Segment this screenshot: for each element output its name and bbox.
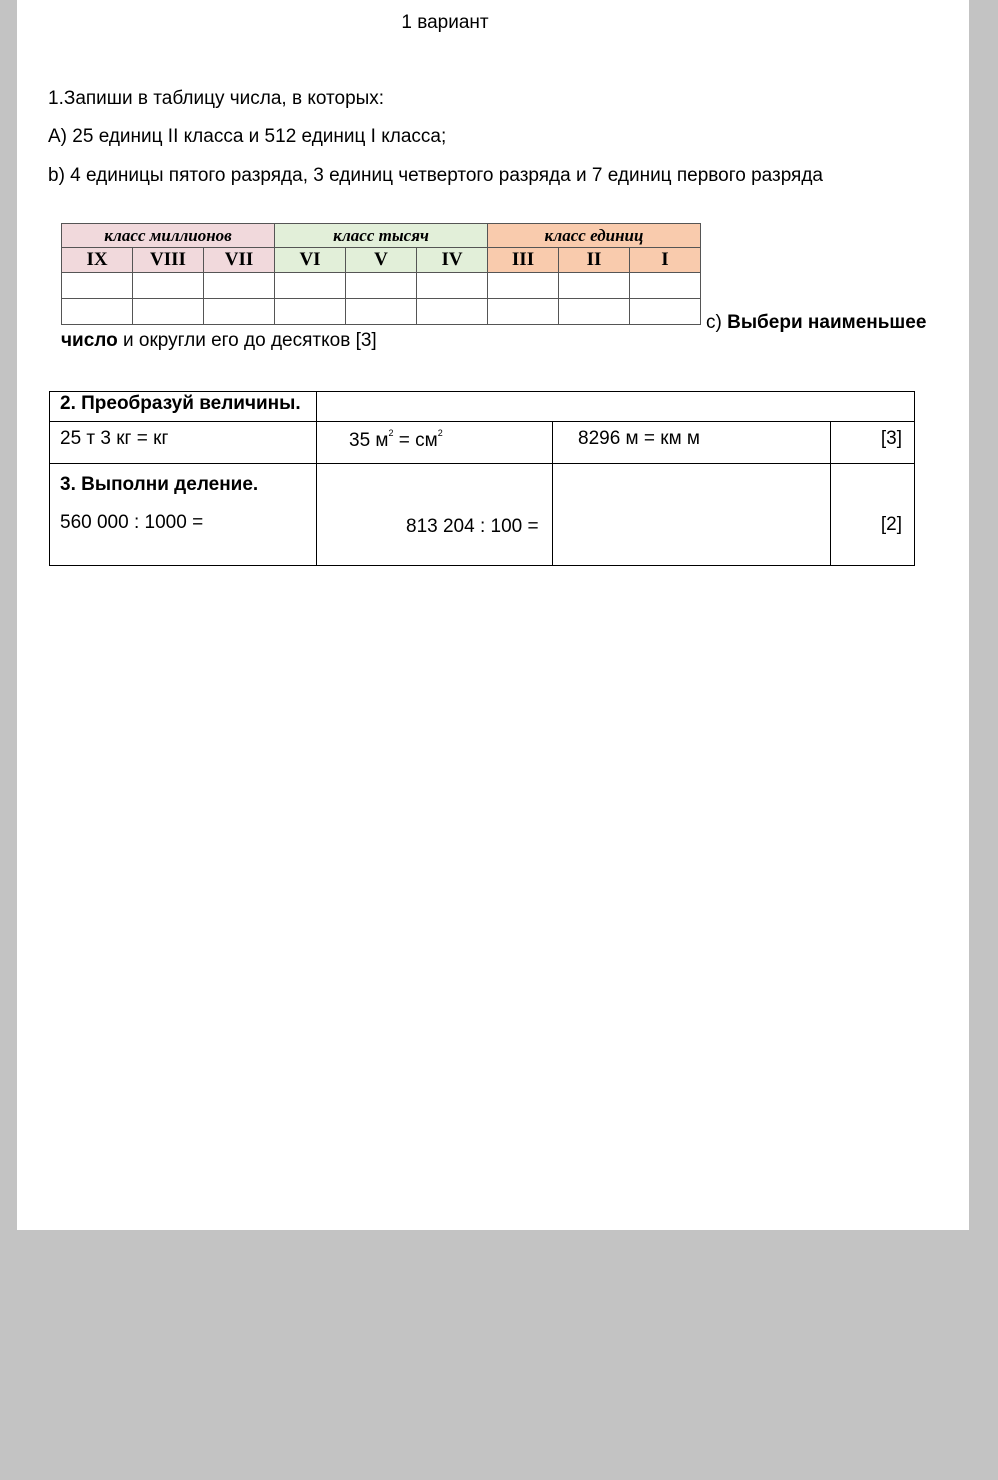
task2-item1-cell (50, 422, 317, 464)
task3-item2: 813 204 : 100 = (406, 516, 539, 537)
superscript: 2 (437, 428, 443, 438)
rank-cell: IV (417, 248, 488, 273)
answer-cell[interactable] (204, 299, 275, 325)
answer-cell[interactable] (417, 299, 488, 325)
task2-item1: 25 т 3 кг = кг (60, 428, 169, 449)
answer-cell[interactable] (133, 299, 204, 325)
superscript: 2 (388, 428, 394, 438)
answer-cell[interactable] (62, 273, 133, 299)
answer-cell[interactable] (346, 299, 417, 325)
task3-cell (50, 464, 317, 566)
task2-heading-cell (50, 392, 317, 422)
answer-cell[interactable] (630, 273, 701, 299)
answer-cell[interactable] (417, 273, 488, 299)
answer-cell[interactable] (559, 299, 630, 325)
class-units: класс единиц (488, 224, 701, 248)
task1-c-bold: Выбери наименьшее (727, 312, 927, 333)
rank-cell: V (346, 248, 417, 273)
task1-c-prefix: с) (706, 312, 728, 333)
empty-cell (317, 392, 915, 422)
page-title: 1 вариант (401, 12, 489, 33)
class-millions: класс миллионов (62, 224, 275, 248)
rank-cell: IX (62, 248, 133, 273)
task2-heading: 2. Преобразуй величины. (60, 393, 301, 414)
rank-cell: VI (275, 248, 346, 273)
task1-item-b: b) 4 единицы пятого разряда, 3 единиц четвертого разряда и 7 единиц первого разряда (48, 165, 823, 186)
task2-item3-cell (553, 422, 831, 464)
class-thousands: класс тысяч (275, 224, 488, 248)
answer-cell[interactable] (133, 273, 204, 299)
answer-cell[interactable] (346, 273, 417, 299)
document-page (17, 0, 969, 1230)
task1-c-rest: и округли его до десятков [3] (117, 330, 377, 351)
empty-cell (553, 464, 831, 566)
answer-cell[interactable] (630, 299, 701, 325)
task1-item-c-line1 (706, 312, 926, 334)
task3-item1: 560 000 : 1000 = (60, 512, 204, 533)
answer-cell[interactable] (204, 273, 275, 299)
task2-item2-mid: = см (393, 430, 438, 451)
task3-item2-cell (317, 464, 553, 566)
task2-item2-cell (317, 422, 553, 464)
task3-heading: 3. Выполни деление. (60, 474, 259, 495)
task1-item-c-line2 (61, 330, 377, 352)
rank-cell: VIII (133, 248, 204, 273)
rank-cell: I (630, 248, 701, 273)
rank-cell: II (559, 248, 630, 273)
task1-intro: 1.Запиши в таблицу числа, в которых: (48, 88, 385, 109)
answer-cell[interactable] (275, 299, 346, 325)
task3-score: [2] (880, 514, 902, 535)
task2-score: [3] (880, 428, 902, 449)
answer-cell[interactable] (275, 273, 346, 299)
task2-item3: 8296 м = км м (578, 428, 700, 449)
rank-cell: VII (204, 248, 275, 273)
answer-cell[interactable] (559, 273, 630, 299)
rank-cell: III (488, 248, 559, 273)
answer-cell[interactable] (488, 299, 559, 325)
task2-item2 (317, 422, 552, 452)
task2-item2-pre: 35 м (349, 430, 389, 451)
task3-score-cell (831, 464, 915, 566)
answer-cell[interactable] (62, 299, 133, 325)
answer-row (62, 299, 701, 325)
task1-c-bold2: число (61, 330, 118, 351)
answer-cell[interactable] (488, 273, 559, 299)
task2-score-cell (831, 422, 915, 464)
answer-row (62, 273, 701, 299)
place-value-table (61, 223, 701, 325)
task1-item-a: А) 25 единиц II класса и 512 единиц I класса; (48, 126, 447, 147)
tasks-table (49, 391, 915, 566)
